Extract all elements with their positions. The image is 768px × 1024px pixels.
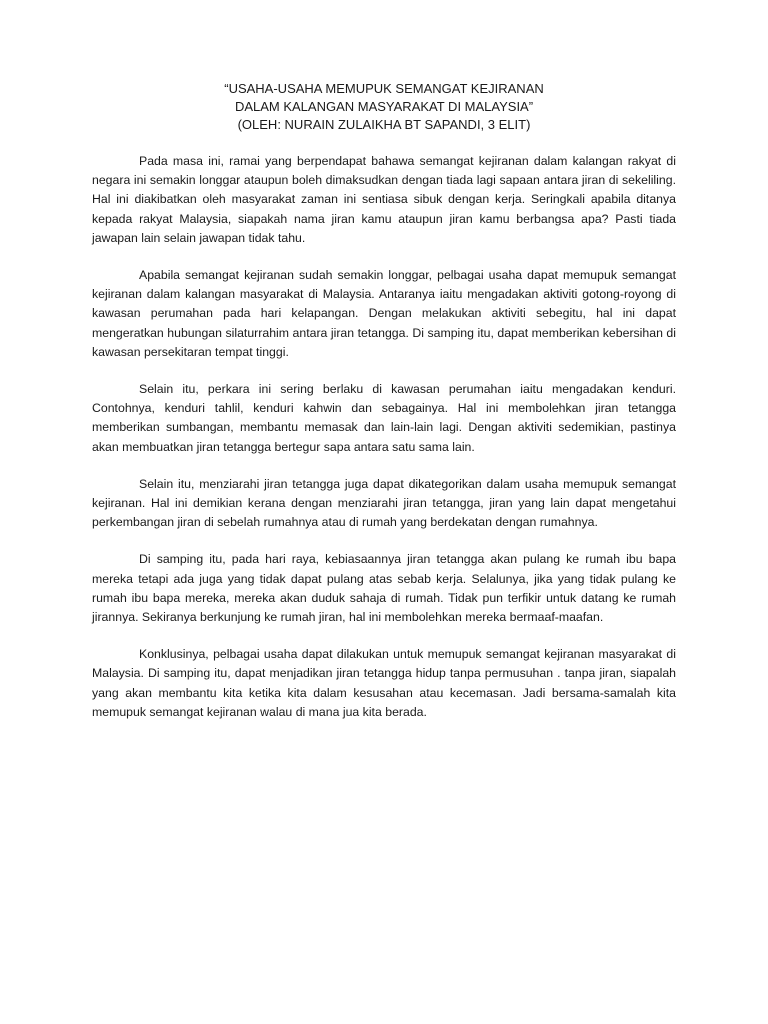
author-line: (OLEH: NURAIN ZULAIKHA BT SAPANDI, 3 ELIT)	[237, 117, 531, 132]
title-line-2: DALAM KALANGAN MASYARAKAT DI MALAYSIA”	[234, 99, 534, 114]
paragraph-kenduri: Selain itu, perkara ini sering berlaku di kawasan perumahan iaitu mengadakan kenduri. Contohnya, kenduri tahlil, kenduri kahwin dan sebagainya. Hal ini membolehkan jiran tetangga memberikan sumbangan, membantu memasak dan lain-lain lagi. Dengan aktiviti sedemikian, pastinya akan membuatkan jiran tetangga bertegur sapa antara satu sama lain.	[92, 382, 676, 454]
paragraph-gotong-royong: Apabila semangat kejiranan sudah semakin longgar, pelbagai usaha dapat memupuk semangat kejiranan dalam kalangan masyarakat di Malaysia. Antaranya iaitu mengadakan aktiviti gotong-royong di kawasan perumahan pada hari kelapangan. Dengan melakukan aktiviti sebegitu, hal ini dapat mengeratkan hubungan silaturrahim antara jiran tetangga. Di samping itu, dapat memberikan kebersihan di kawasan persekitaran tempat tinggi.	[92, 268, 676, 359]
document-body	[92, 152, 676, 740]
title-line-1: “USAHA-USAHA MEMUPUK SEMANGAT KEJIRANAN	[224, 81, 544, 96]
document-title	[92, 80, 676, 134]
paragraph-hari-raya: Di samping itu, pada hari raya, kebiasaannya jiran tetangga akan pulang ke rumah ibu bapa mereka tetapi ada juga yang tidak dapat pulang atas sebab kerja. Selalunya, jika yang tidak pulang ke rumah ibu bapa mereka, mereka akan duduk sahaja di rumah. Tidak pun terfikir untuk datang ke rumah jirannya. Sekiranya berkunjung ke rumah jiran, hal ini membolehkan mereka bermaaf-maafan.	[92, 552, 676, 625]
paragraph-intro: Pada masa ini, ramai yang berpendapat bahawa semangat kejiranan dalam kalangan rakyat di negara ini semakin longgar ataupun boleh dimaksudkan dengan tiada lagi sapaan antara jiran di sekeliling. Hal ini diakibatkan oleh masyarakat zaman ini sentiasa sibuk dengan kerja. Seringkali apabila ditanya kepada rakyat Malaysia, siapakah nama jiran kamu ataupun jiran kamu berbangsa apa? Pasti tiada jawapan lain selain jawapan tidak tahu.	[92, 154, 676, 245]
paragraph-konklusi: Konklusinya, pelbagai usaha dapat dilakukan untuk memupuk semangat kejiranan masyarakat di Malaysia. Di samping itu, dapat menjadikan jiran tetangga hidup tanpa permusuhan . tanpa jiran, siapalah yang akan membantu kita ketika kita dalam kesusahan atau kecemasan. Jadi bersama-samalah kita memupuk semangat kejiranan walau di mana jua kita berada.	[92, 647, 676, 719]
paragraph-menziarahi: Selain itu, menziarahi jiran tetangga juga dapat dikategorikan dalam usaha memupuk semangat kejiranan. Hal ini demikian kerana dengan menziarahi jiran tetangga, jiran yang lain dapat mengetahui perkembangan jiran di sebelah rumahnya atau di rumah yang berdekatan dengan rumahnya.	[92, 476, 676, 530]
